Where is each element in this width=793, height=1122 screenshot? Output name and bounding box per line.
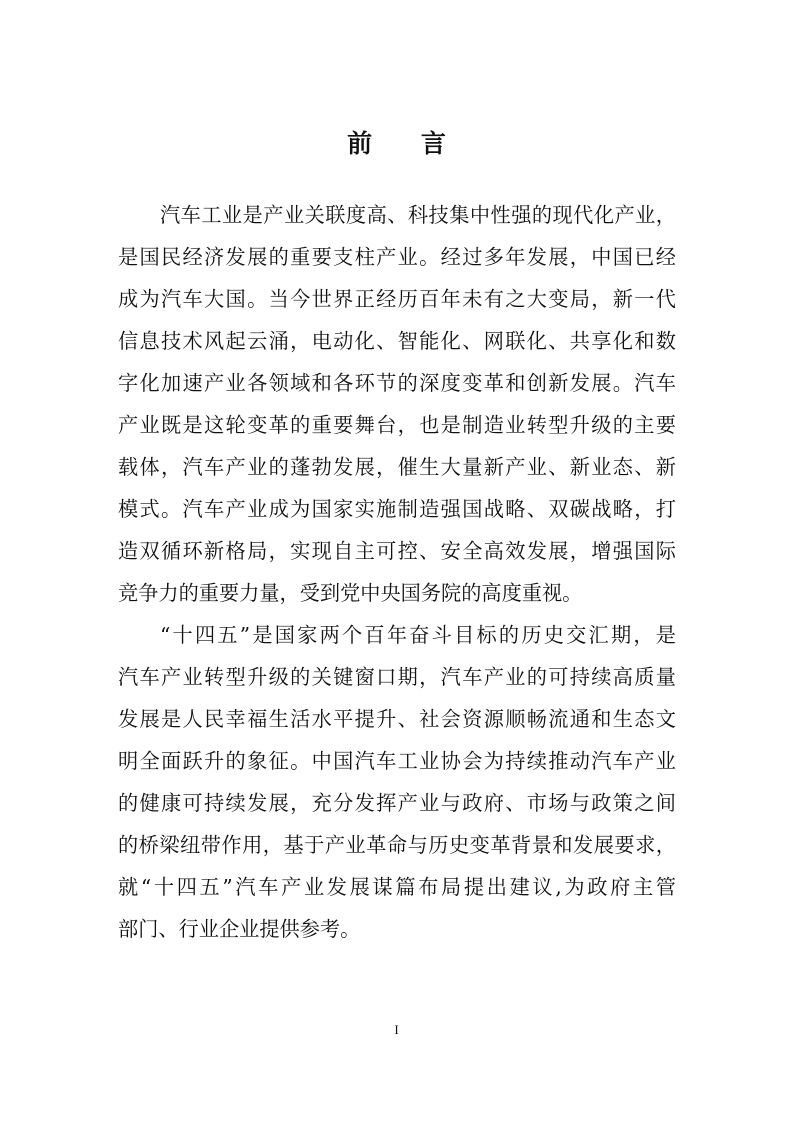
paragraph-line: 部门、行业企业提供参考。: [118, 917, 361, 941]
paragraph-line: 的健康可持续发展，充分发挥产业与政府、市场与政策之间: [118, 791, 676, 815]
paragraph-line: 的桥梁纽带作用，基于产业革命与历史变革背景和发展要求，: [118, 833, 676, 857]
paragraph-line: 产业既是这轮变革的重要舞台，也是制造业转型升级的主要: [118, 413, 676, 437]
paragraph-line: 是国民经济发展的重要支柱产业。经过多年发展，中国已经: [118, 245, 676, 269]
paragraph-line: 汽车工业是产业关联度高、科技集中性强的现代化产业，: [160, 203, 676, 227]
paragraph-line: 发展是人民幸福生活水平提升、社会资源顺畅流通和生态文: [118, 707, 676, 731]
paragraph-line: 成为汽车大国。当今世界正经历百年未有之大变局，新一代: [118, 287, 676, 311]
paragraph-line: 载体，汽车产业的蓬勃发展，催生大量新产业、新业态、新: [118, 455, 676, 479]
paragraph-1: [118, 194, 676, 614]
paragraph-line: 造双循环新格局，实现自主可控、安全高效发展，增强国际: [118, 539, 676, 563]
paragraph-line: 就“十四五”汽车产业发展谋篇布局提出建议,为政府主管: [118, 875, 676, 899]
paragraph-line: 字化加速产业各领域和各环节的深度变革和创新发展。汽车: [118, 371, 676, 395]
page-number: I: [394, 1022, 399, 1037]
paragraph-2: [118, 614, 676, 950]
paragraph-line: 汽车产业转型升级的关键窗口期，汽车产业的可持续高质量: [118, 665, 676, 689]
paragraph-line: “十四五”是国家两个百年奋斗目标的历史交汇期，是: [160, 623, 676, 647]
document-body: [118, 194, 676, 950]
paragraph-line: 模式。汽车产业成为国家实施制造强国战略、双碳战略，打: [118, 497, 676, 521]
paragraph-line: 明全面跃升的象征。中国汽车工业协会为持续推动汽车产业: [118, 749, 676, 773]
paragraph-line: 竞争力的重要力量，受到党中央国务院的高度重视。: [118, 581, 583, 605]
page-title: 前 言: [347, 129, 466, 158]
paragraph-line: 信息技术风起云涌，电动化、智能化、网联化、共享化和数: [118, 329, 676, 353]
